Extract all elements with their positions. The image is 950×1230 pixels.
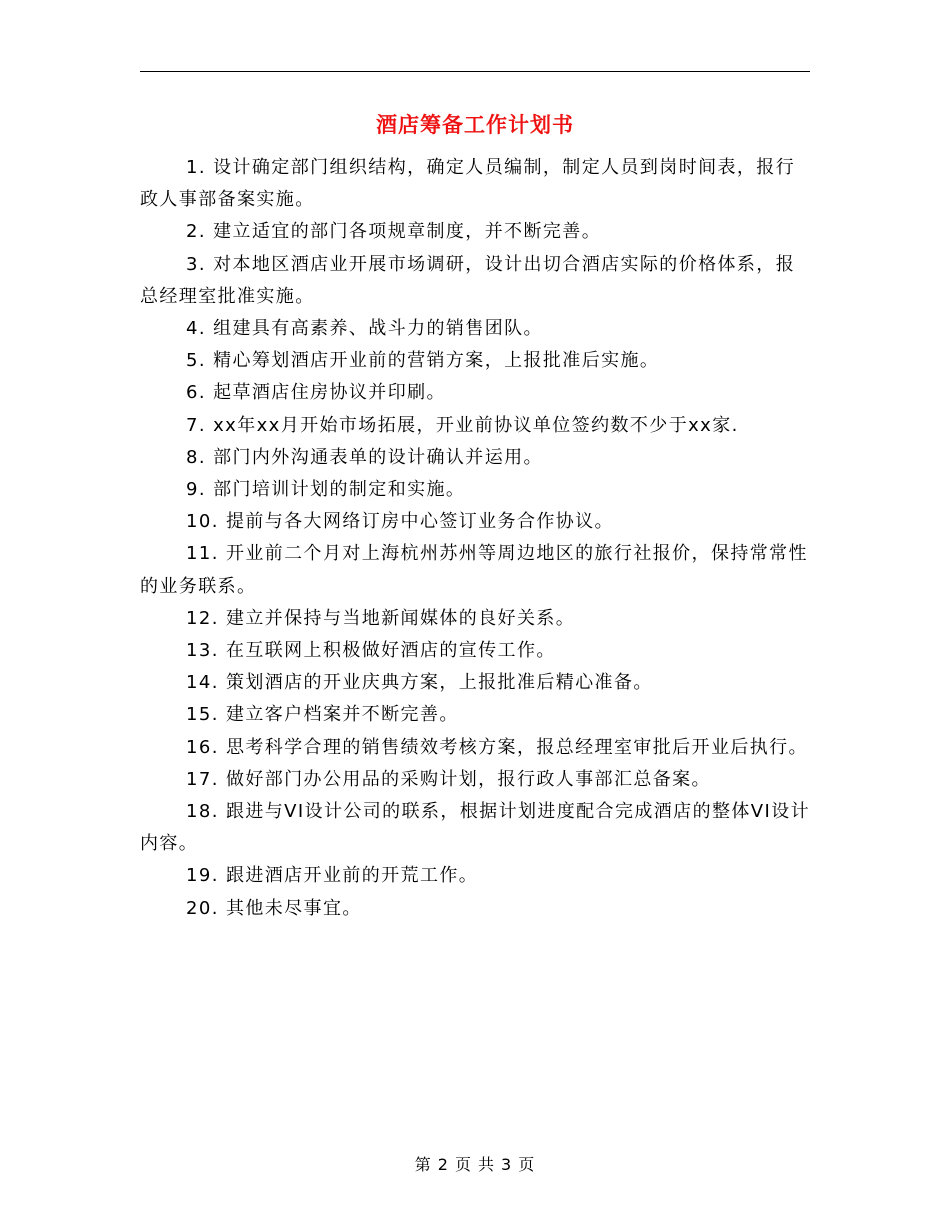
header-rule [140,71,810,72]
list-item: 15. 建立客户档案并不断完善。 [186,704,459,726]
page-label-suffix: 页 [518,1155,536,1174]
list-item: 2. 建立适宜的部门各项规章制度，并不断完善。 [186,221,602,243]
list-item: 20. 其他未尽事宜。 [186,897,362,919]
list-item: 4. 组建具有高素养、战斗力的销售团队。 [186,318,543,340]
list-item: 1. 设计确定部门组织结构，确定人员编制，制定人员到岗时间表，报行政人事部备案实施。 [140,157,796,211]
list-item: 18. 跟进与VI设计公司的联系，根据计划进度配合完成酒店的整体VI设计内容。 [140,801,810,855]
list-item: 17. 做好部门办公用品的采购计划，报行政人事部汇总备案。 [186,768,711,790]
total-pages-number: 3 [501,1155,513,1174]
list-item: 6. 起草酒店住房协议并印刷。 [186,382,446,404]
list-item: 9. 部门培训计划的制定和实施。 [186,479,466,501]
document-title: 酒店筹备工作计划书 [376,113,574,137]
list-item: 19. 跟进酒店开业前的开荒工作。 [186,865,479,887]
list-item: 8. 部门内外沟通表单的设计确认并运用。 [186,446,543,468]
list-item: 16. 思考科学合理的销售绩效考核方案，报总经理室审批后开业后执行。 [186,736,808,758]
current-page-number: 2 [437,1155,449,1174]
document-body [140,152,812,925]
list-item: 14. 策划酒店的开业庆典方案，上报批准后精心准备。 [186,672,653,694]
list-item: 10. 提前与各大网络订房中心签订业务合作协议。 [186,511,614,533]
list-item: 3. 对本地区酒店业开展市场调研，设计出切合酒店实际的价格体系，报总经理室批准实施。 [140,253,796,307]
page-footer [0,1154,950,1176]
list-item: 12. 建立并保持与当地新闻媒体的良好关系。 [186,607,576,629]
page-label-prefix: 第 [414,1155,432,1174]
list-item: 7. xx年xx月开始市场拓展，开业前协议单位签约数不少于xx家. [186,414,739,436]
page-label-mid: 页 共 [454,1155,496,1174]
list-item: 13. 在互联网上积极做好酒店的宣传工作。 [186,640,556,662]
list-item: 11. 开业前二个月对上海杭州苏州等周边地区的旅行社报价，保持常常性的业务联系。 [140,543,808,597]
list-item: 5. 精心筹划酒店开业前的营销方案，上报批准后实施。 [186,350,660,372]
